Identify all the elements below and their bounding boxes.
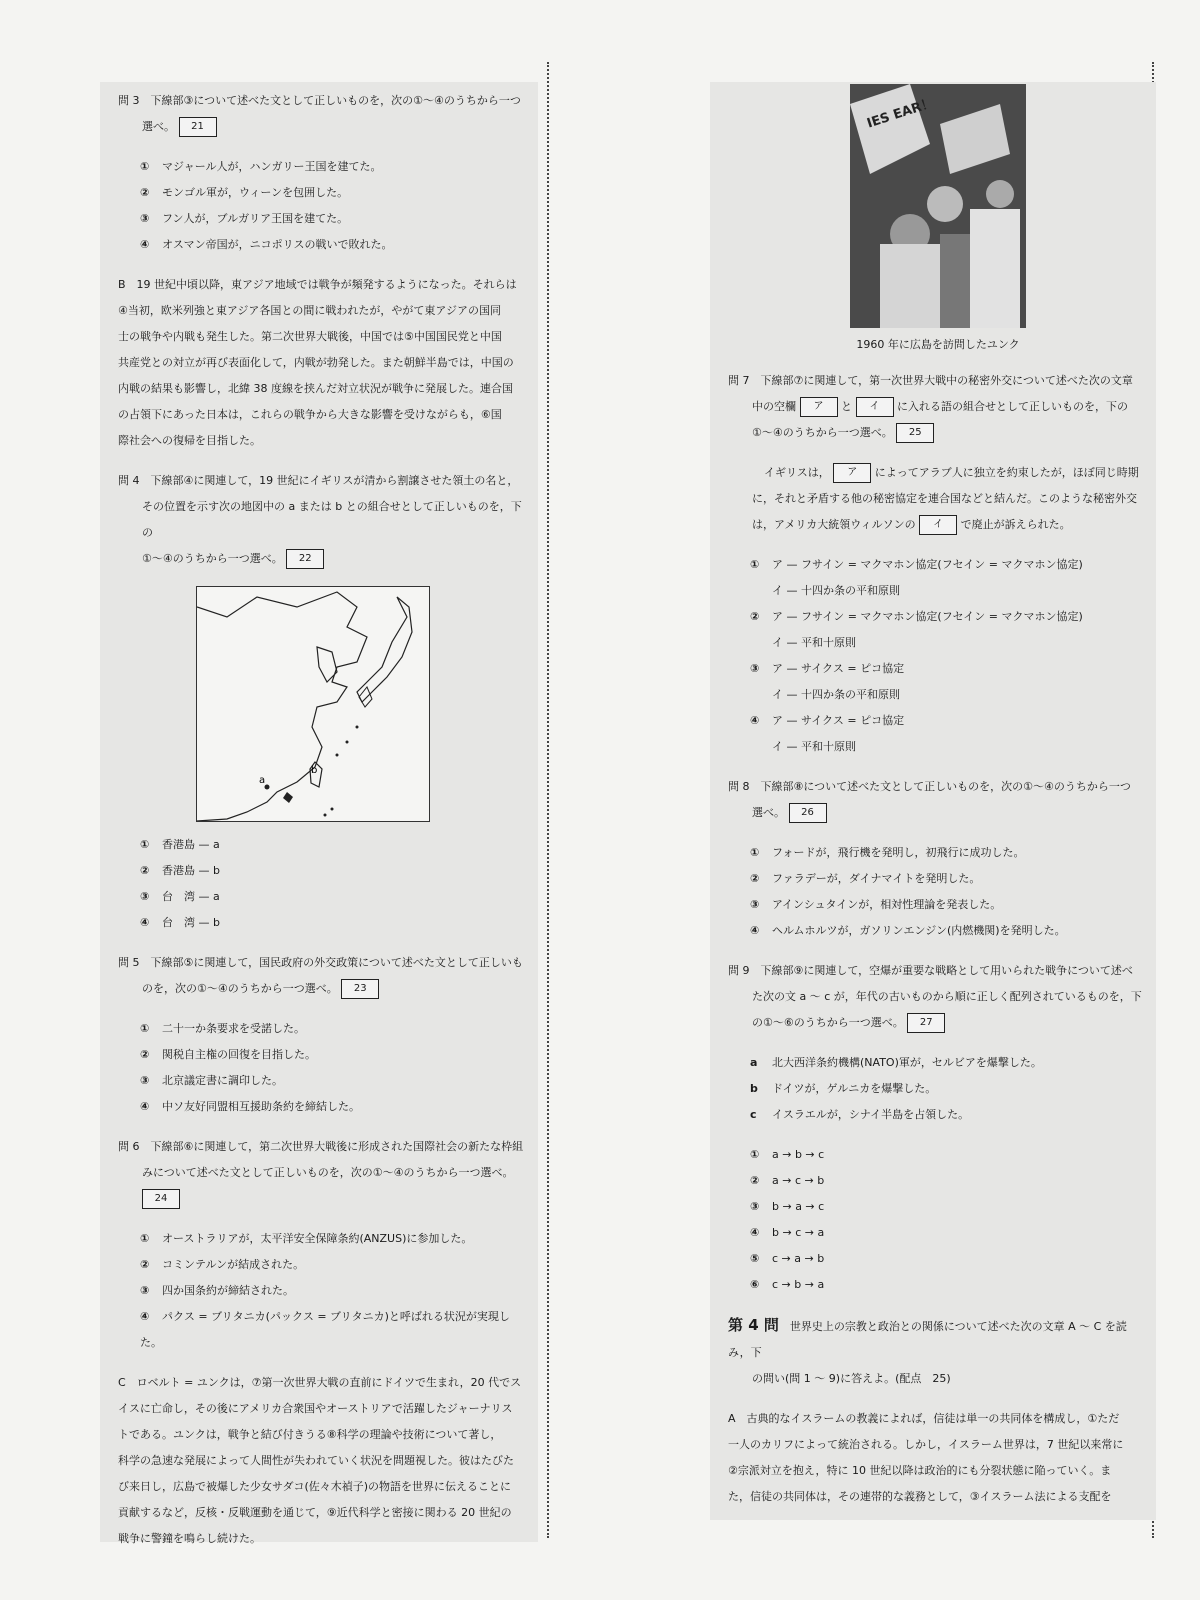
q4-line1: 問 4 下線部④に関連して，19 世紀にイギリスが清から割譲させた領土の名と， — [118, 474, 519, 487]
option-number: ① — [140, 1232, 150, 1245]
option-text: 四か国条約が締結された。 — [162, 1284, 294, 1297]
option-number: ① — [140, 1022, 150, 1035]
option — [728, 1246, 1148, 1272]
option-text-i: イ — 平和十原則 — [772, 740, 856, 753]
option-number: ① — [140, 160, 150, 173]
blank-a-box-passage: ア — [833, 463, 871, 483]
option-text: 香港島 — a — [162, 838, 220, 851]
passage-line: び来日し，広島で被爆した少女サダコ(佐々木禎子)の物語を世界に伝えることに — [118, 1480, 512, 1493]
option — [118, 1094, 530, 1120]
q3-line2: 選べ。 — [142, 120, 175, 133]
option-number: ④ — [750, 924, 760, 937]
option — [728, 1168, 1148, 1194]
option — [118, 1278, 530, 1304]
option-text: c → b → a — [772, 1278, 825, 1291]
passage-line: 士の戦争や内戦も発生した。第二次世界大戦後，中国では⑤中国国民党と中国 — [118, 330, 502, 343]
answer-box-25: 25 — [896, 423, 934, 443]
option — [118, 206, 530, 232]
passage-line: 際社会への復帰を目指した。 — [118, 434, 261, 447]
q7-line2a: 中の空欄 — [752, 400, 796, 413]
section-line2: の問い(問 1 〜 9)に答えよ。(配点 25) — [752, 1372, 951, 1385]
passage-line: 科学の急速な発展によって人間性が失われていく状況を問題視した。彼はたびた — [118, 1454, 514, 1467]
option — [118, 232, 530, 258]
option — [728, 708, 1148, 734]
option-text: 北京議定書に調印した。 — [162, 1074, 283, 1087]
option-number: ② — [750, 1174, 760, 1187]
answer-box-23: 23 — [341, 979, 379, 999]
option — [728, 552, 1148, 578]
option-text-i: イ — 十四か条の平和原則 — [772, 688, 900, 701]
question-4 — [118, 468, 530, 936]
option-text: a → c → b — [772, 1174, 825, 1187]
photo-sign-text: IES EAR！ — [865, 95, 936, 132]
question-7 — [728, 368, 1148, 760]
option-text-a: ア — サイクス = ピコ協定 — [772, 662, 905, 675]
passage-line: ②宗派対立を抱え，特に 10 世紀以降は政治的にも分裂状態に陥っていく。ま — [728, 1464, 1112, 1477]
option-text: オーストラリアが，太平洋安全保障条約(ANZUS)に参加した。 — [162, 1232, 473, 1245]
q4-line2: その位置を示す次の地図中の a または b との組合せとして正しいものを，下の — [142, 500, 522, 539]
option-text: ファラデーが，ダイナマイトを発明した。 — [772, 872, 981, 885]
photo-caption: 1960 年に広島を訪問したユンク — [856, 338, 1020, 351]
passage-line: 戦争に警鐘を鳴らし続けた。 — [118, 1532, 261, 1545]
option — [118, 1042, 530, 1068]
answer-box-21: 21 — [179, 117, 217, 137]
answer-box-26: 26 — [789, 803, 827, 823]
blank-a-box: ア — [800, 397, 838, 417]
passage-line: イスに亡命し，その後にアメリカ合衆国やオーストリアで活躍したジャーナリス — [118, 1402, 513, 1415]
passage-line: 貢献するなど，反核・反戦運動を通じて，⑨近代科学と密接に関わる 20 世紀の — [118, 1506, 512, 1519]
option — [728, 866, 1148, 892]
option-number: ① — [750, 558, 760, 571]
option-number: ② — [140, 1258, 150, 1271]
option — [118, 910, 530, 936]
option-number: ④ — [140, 1100, 150, 1113]
option — [118, 154, 530, 180]
photo-image — [850, 84, 1026, 328]
option-text: 二十一か条要求を受諾した。 — [162, 1022, 305, 1035]
option — [118, 884, 530, 910]
option-text-a: ア — サイクス = ピコ協定 — [772, 714, 905, 727]
option-text: オスマン帝国が，ニコポリスの戦いで敗れた。 — [162, 238, 393, 251]
option — [728, 656, 1148, 682]
passage-line: の占領下にあった日本は，これらの戦争から大きな影響を受けながらも，⑥国 — [118, 408, 502, 421]
option-number: ③ — [750, 898, 760, 911]
jungk-photo — [850, 84, 1026, 328]
option-number: ② — [140, 186, 150, 199]
passage-line: A 古典的なイスラームの教義によれば，信徒は単一の共同体を構成し，①ただ — [728, 1412, 1120, 1425]
q7-passage1b: によってアラブ人に独立を約束したが，ほぼ同じ時期 — [874, 466, 1139, 479]
option-text: ヘルムホルツが，ガソリンエンジン(内燃機関)を発明した。 — [772, 924, 1066, 937]
statement-text: イスラエルが，シナイ半島を占領した。 — [772, 1108, 970, 1121]
option-number: ④ — [140, 238, 150, 251]
statement-text: 北大西洋条約機構(NATO)軍が，セルビアを爆撃した。 — [772, 1056, 1042, 1069]
option-text: b → a → c — [772, 1200, 825, 1213]
statement — [728, 1050, 1148, 1076]
east-asia-map — [196, 586, 430, 822]
q7-line1: 問 7 下線部⑦に関連して，第一次世界大戦中の秘密外交について述べた次の文章 — [728, 374, 1133, 387]
option — [118, 1016, 530, 1042]
q5-line2: のを，次の①〜④のうちから一つ選べ。 — [142, 982, 338, 995]
statement-letter: b — [750, 1082, 758, 1095]
option-number: ④ — [750, 714, 760, 727]
statement-text: ドイツが，ゲルニカを爆撃した。 — [772, 1082, 937, 1095]
q7-line3: ①〜④のうちから一つ選べ。 — [752, 426, 893, 439]
q7-passage2: に，それと矛盾する他の秘密協定を連合国などと結んだ。このような秘密外交 — [752, 492, 1137, 505]
left-column — [100, 82, 538, 1545]
q9-line1: 問 9 下線部⑨に関連して，空爆が重要な戦略として用いられた戦争について述べ — [728, 964, 1133, 977]
option-text: b → c → a — [772, 1226, 825, 1239]
option-number: ① — [140, 838, 150, 851]
option-text-i: イ — 平和十原則 — [772, 636, 856, 649]
option — [728, 1194, 1148, 1220]
section-heading: 第 4 問 — [728, 1316, 779, 1334]
q3-options — [118, 154, 530, 258]
option — [728, 1142, 1148, 1168]
q7-line2b: と — [841, 400, 852, 413]
q7-passage3a: は，アメリカ大統領ウィルソンの — [752, 518, 916, 531]
option-text: コミンテルンが結成された。 — [162, 1258, 305, 1271]
question-3 — [118, 88, 530, 258]
passage-line: 一人のカリフによって統治される。しかし，イスラーム世界は，7 世紀以来常に — [728, 1438, 1124, 1451]
option — [118, 858, 530, 884]
passage-line: 共産党との対立が再び表面化して，内戦が勃発した。また朝鮮半島では，中国の — [118, 356, 514, 369]
q9-line2: た次の文 a 〜 c が，年代の古いものから順に正しく配列されているものを，下 — [752, 990, 1142, 1003]
option-number: ② — [750, 872, 760, 885]
option-number: ⑤ — [750, 1252, 760, 1265]
option-text: フォードが，飛行機を発明し，初飛行に成功した。 — [772, 846, 1025, 859]
section-4 — [728, 1312, 1148, 1510]
passage-c — [118, 1370, 530, 1552]
option-text-a: ア — フサイン = マクマホン協定(フセイン = マクマホン協定) — [772, 558, 1083, 571]
q7-line2c: に入れる語の組合せとして正しいものを，下の — [897, 400, 1128, 413]
option-number: ④ — [750, 1226, 760, 1239]
passage-line: た，信徒の共同体は，その連帯的な義務として，③イスラーム法による支配を — [728, 1490, 1112, 1503]
answer-box-24: 24 — [142, 1189, 180, 1209]
option-text-a: ア — フサイン = マクマホン協定(フセイン = マクマホン協定) — [772, 610, 1083, 623]
option-text-i: イ — 十四か条の平和原則 — [772, 584, 900, 597]
passage-line: C ロベルト = ユンクは，⑦第一次世界大戦の直前にドイツで生まれ，20 代でス — [118, 1376, 522, 1389]
q4-options — [118, 832, 530, 936]
blank-i-box-passage: イ — [919, 515, 957, 535]
option — [728, 918, 1148, 944]
option-text: 関税自主権の回復を目指した。 — [162, 1048, 316, 1061]
passage-line: ④当初，欧米列強と東アジア各国との間に戦われたが，やがて東アジアの国同 — [118, 304, 501, 317]
option-text: a → b → c — [772, 1148, 825, 1161]
question-8 — [728, 774, 1148, 944]
option — [728, 1272, 1148, 1298]
option-number: ④ — [140, 916, 150, 929]
option-text: マジャール人が，ハンガリー王国を建てた。 — [162, 160, 382, 173]
option-number: ② — [750, 610, 760, 623]
q6-line2: みについて述べた文として正しいものを，次の①〜④のうちから一つ選べ。 — [142, 1166, 514, 1179]
q9-line3: の①〜⑥のうちから一つ選べ。 — [752, 1016, 904, 1029]
question-9 — [728, 958, 1148, 1298]
q6-line1: 問 6 下線部⑥に関連して，第二次世界大戦後に形成された国際社会の新たな枠組 — [118, 1140, 524, 1153]
option-number: ③ — [140, 1284, 150, 1297]
q8-line2: 選べ。 — [752, 806, 785, 819]
q7-passage1a: イギリスは， — [764, 466, 830, 479]
option-number: ③ — [750, 1200, 760, 1213]
option-text: フン人が，ブルガリア王国を建てた。 — [162, 212, 349, 225]
option — [118, 1226, 530, 1252]
option-number: ① — [750, 846, 760, 859]
option-number: ③ — [750, 662, 760, 675]
option-number: ① — [750, 1148, 760, 1161]
passage-line: トである。ユンクは，戦争と結び付きうる⑧科学の理論や技術について著し， — [118, 1428, 502, 1441]
cut-line-left — [547, 62, 549, 1538]
option-text: c → a → b — [772, 1252, 825, 1265]
option — [118, 1304, 530, 1356]
right-column — [710, 82, 1156, 1520]
statement — [728, 1102, 1148, 1128]
option-text: アインシュタインが，相対性理論を発表した。 — [772, 898, 1002, 911]
q5-line1: 問 5 下線部⑤に関連して，国民政府の外交政策について述べた文として正しいも — [118, 956, 523, 969]
option-text: 中ソ友好同盟相互援助条約を締結した。 — [162, 1100, 360, 1113]
option-number: ④ — [140, 1310, 150, 1323]
q8-line1: 問 8 下線部⑧について述べた文として正しいものを，次の①〜④のうちから一つ — [728, 780, 1131, 793]
option-text: パクス = ブリタニカ(パックス = ブリタニカ)と呼ばれる状況が実現した。 — [140, 1310, 510, 1349]
option-number: ③ — [140, 1074, 150, 1087]
q7-passage3b: で廃止が訴えられた。 — [960, 518, 1071, 531]
option — [728, 840, 1148, 866]
statement-letter: a — [750, 1056, 758, 1069]
option-number: ③ — [140, 212, 150, 225]
option — [118, 1068, 530, 1094]
question-5 — [118, 950, 530, 1120]
q4-line3: ①〜④のうちから一つ選べ。 — [142, 552, 283, 565]
option — [118, 1252, 530, 1278]
statement — [728, 1076, 1148, 1102]
blank-i-box: イ — [856, 397, 894, 417]
option — [728, 1220, 1148, 1246]
answer-box-27: 27 — [907, 1013, 945, 1033]
option-number: ② — [140, 864, 150, 877]
option — [728, 892, 1148, 918]
passage-line: B 19 世紀中頃以降，東アジア地域では戦争が頻発するようになった。それらは — [118, 278, 517, 291]
statement-letter: c — [750, 1108, 757, 1121]
passage-line: 内戦の結果も影響し，北緯 38 度線を挟んだ対立状況が戦争に発展した。連合国 — [118, 382, 513, 395]
option — [118, 180, 530, 206]
map-outline — [197, 587, 429, 821]
map-label-a: a — [259, 775, 266, 786]
option-text: 台 湾 — a — [162, 890, 220, 903]
option — [728, 604, 1148, 630]
section-line1: 世界史上の宗教と政治との関係について述べた次の文章 A 〜 C を読み，下 — [728, 1320, 1127, 1359]
option-number: ② — [140, 1048, 150, 1061]
option — [118, 832, 530, 858]
map-label-b: b — [311, 765, 318, 776]
passage-b — [118, 272, 530, 454]
option-number: ③ — [140, 890, 150, 903]
q3-line1: 問 3 下線部③について述べた文として正しいものを，次の①〜④のうちから一つ — [118, 94, 521, 107]
option-text: 台 湾 — b — [162, 916, 220, 929]
answer-box-22: 22 — [286, 549, 324, 569]
question-6 — [118, 1134, 530, 1356]
option-text: モンゴル軍が，ウィーンを包囲した。 — [162, 186, 349, 199]
option-text: 香港島 — b — [162, 864, 220, 877]
option-number: ⑥ — [750, 1278, 760, 1291]
